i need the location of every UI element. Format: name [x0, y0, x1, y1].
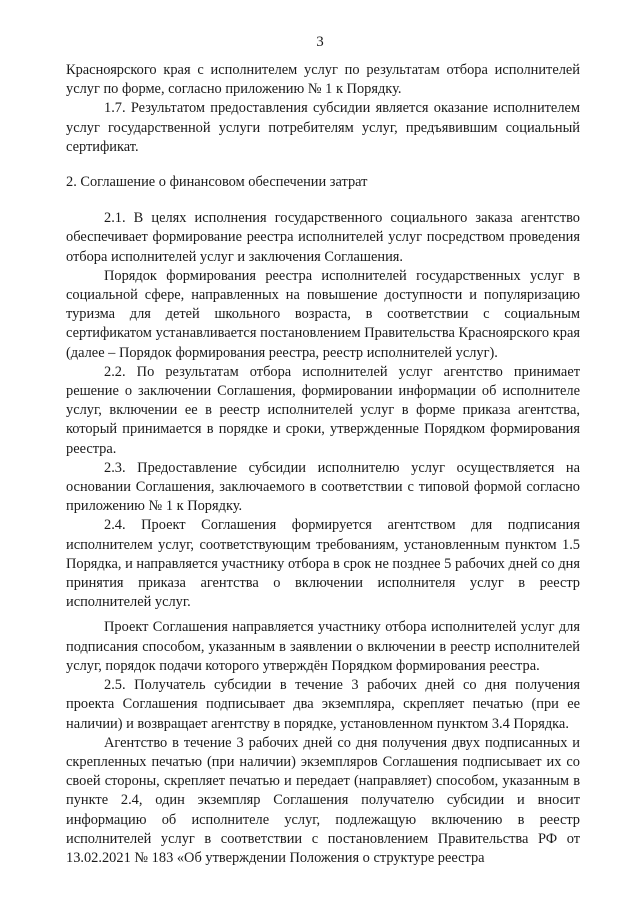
document-body — [66, 61, 580, 868]
paragraph-2-4: 2.4. Проект Соглашения формируется агентством для подписания исполнителем услуг, соответствующим требованиям, установленным пунктом 1.5 Порядка, и направляется участнику отбора в срок не позднее 5 рабочих дней со дня принятия приказа агентства о включении исполнителя услуг в реестр исполнителей услуг. — [66, 517, 580, 611]
paragraph-2-5: 2.5. Получатель субсидии в течение 3 рабочих дней со дня получения проекта Соглашения подписывает два экземпляра, скрепляет печатью (при ее наличии) и возвращает агентству в порядке, установленном пунктом 3.4 Порядка. — [66, 677, 580, 732]
paragraph-continuation: Красноярского края с исполнителем услуг по результатам отбора исполнителей услуг по форме, согласно приложению № 1 к Порядку. — [66, 62, 580, 98]
page-number: 3 — [316, 34, 324, 50]
paragraph-2-2: 2.2. По результатам отбора исполнителей услуг агентство принимает решение о заключении Соглашения, формировании информации об исполнителе услуг, включении ее в реестр исполнителей услуг в форме приказа агентства, который принимается в порядке и сроки, утвержденные Порядком формирования реестра. — [66, 363, 580, 457]
paragraph-registry-order: Порядок формирования реестра исполнителей государственных услуг в социальной сфере, направленных на повышение доступности и популяризацию туризма для детей школьного возраста, в соответствии с социальным сертификатом устанавливается постановлением Правительства Красноярского края (далее – Порядок формирования реестра, реестр исполнителей услуг). — [66, 267, 580, 361]
section-heading: 2. Соглашение о финансовом обеспечении затрат — [66, 174, 368, 191]
paragraph-agency-signing: Агентство в течение 3 рабочих дней со дня получения двух подписанных и скрепленных печатью (при наличии) экземпляров Соглашения подписывает их со своей стороны, скрепляет печатью и передает (направляет) способом, указанным в пункте 2.4, один экземпляр Соглашения получателю субсидии и вносит информацию об исполнителе услуг, подлежащую включению в реестр исполнителей услуг в соответствии с постановлением Правительства РФ от 13.02.2021 № 183 «Об утверждении Положения о структуре реестра — [66, 734, 580, 866]
paragraph-2-3: 2.3. Предоставление субсидии исполнителю услуг осуществляется на основании Соглашения, заключаемого в соответствии с типовой формой согласно приложению № 1 к Порядку. — [66, 459, 580, 515]
paragraph-2-1: 2.1. В целях исполнения государственного социального заказа агентство обеспечивает формирование реестра исполнителей услуг посредством проведения отбора исполнителей услуг и заключения Соглашения. — [66, 210, 580, 265]
paragraph-draft-sending: Проект Соглашения направляется участнику отбора исполнителей услуг для подписания способом, указанным в заявлении о включении в реестр исполнителей услуг, порядок подачи которого утверждён Порядком формирования реестра. — [66, 619, 580, 674]
paragraph-1-7: 1.7. Результатом предоставления субсидии является оказание исполнителем услуг государственной услуги потребителям услуг, предъявившим социальный сертификат. — [66, 100, 580, 155]
